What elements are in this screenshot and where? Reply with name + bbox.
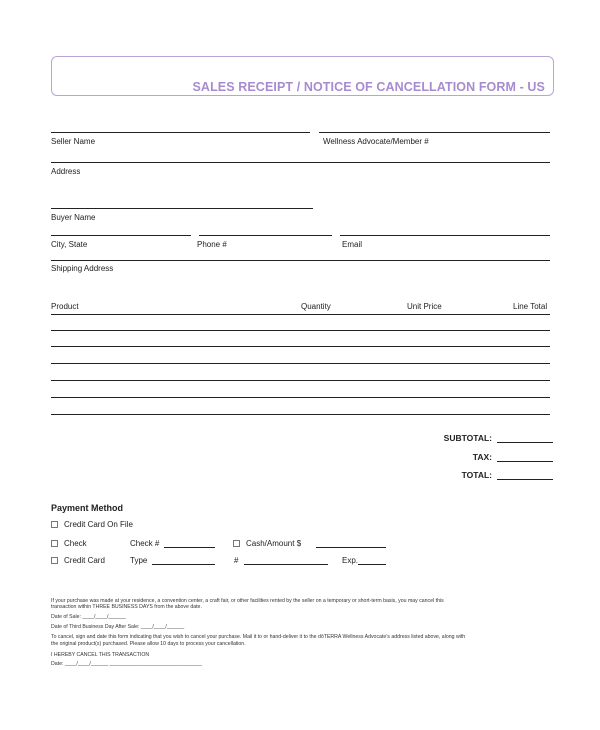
address-line[interactable]: [51, 162, 550, 163]
date-signature-line[interactable]: Date: ____/____/______ ________________________________: [51, 661, 202, 667]
date-of-sale: Date of Sale: ____/____/______: [51, 614, 126, 620]
check-number-label: Check #: [130, 539, 160, 548]
card-type-line[interactable]: [152, 564, 215, 565]
subtotal-line[interactable]: [497, 442, 553, 443]
credit-card-checkbox[interactable]: [51, 557, 58, 564]
card-number-line[interactable]: [244, 564, 328, 565]
cash-amount-line[interactable]: [316, 547, 386, 548]
address-label: Address: [51, 167, 81, 176]
wellness-advocate-line[interactable]: [319, 132, 550, 133]
payment-method-title: Payment Method: [51, 503, 124, 513]
credit-card-on-file-checkbox[interactable]: [51, 521, 58, 528]
date-third-business-day: Date of Third Business Day After Sale: ____/____/______: [51, 624, 185, 630]
notice-text-line-2: transaction within THREE BUSINESS DAYS from the above date.: [51, 604, 202, 610]
tax-line[interactable]: [497, 461, 553, 462]
quantity-header: Quantity: [301, 302, 331, 311]
check-checkbox[interactable]: [51, 540, 58, 547]
email-line[interactable]: [340, 235, 550, 236]
credit-card-label: Credit Card: [64, 556, 105, 565]
seller-name-label: Seller Name: [51, 137, 96, 146]
line-total-header: Line Total: [513, 302, 548, 311]
check-label: Check: [64, 539, 87, 548]
unit-price-header: Unit Price: [407, 302, 442, 311]
subtotal-label: SUBTOTAL:: [443, 433, 492, 443]
city-state-line[interactable]: [51, 235, 191, 236]
cancel-statement: I HEREBY CANCEL THIS TRANSACTION: [51, 652, 150, 658]
notice-text-line-1: If your purchase was made at your residence, a convention center, a craft fair, or other facilities rented by the seller on a temporary or short-term basis, you may cancel this: [51, 598, 444, 604]
cash-amount-label: Cash/Amount $: [246, 539, 302, 548]
check-number-line[interactable]: [164, 547, 215, 548]
email-label: Email: [342, 240, 363, 249]
tax-label: TAX:: [472, 452, 492, 462]
wellness-advocate-label: Wellness Advocate/Member #: [323, 137, 429, 146]
notice-text-line-4: the original product(s) purchased. Please allow 10 days to process your cancellation.: [51, 641, 246, 647]
notice-text-line-3: To cancel, sign and date this form indicating that you wish to cancel your purchase. Mail it to or hand-deliver it to the dōTERRA Wellness Advocate’s address listed above, along with: [51, 634, 466, 640]
total-line[interactable]: [497, 479, 553, 480]
product-header: Product: [51, 302, 79, 311]
form-title-box: [51, 56, 554, 96]
product-row-line[interactable]: [51, 363, 550, 364]
phone-label: Phone #: [197, 240, 227, 249]
card-number-label: #: [234, 556, 239, 565]
shipping-address-label: Shipping Address: [51, 264, 114, 273]
expiration-label: Exp.: [342, 556, 359, 565]
card-type-label: Type: [130, 556, 148, 565]
product-row-line[interactable]: [51, 380, 550, 381]
cash-checkbox[interactable]: [233, 540, 240, 547]
product-row-line[interactable]: [51, 414, 550, 415]
expiration-line[interactable]: [358, 564, 386, 565]
shipping-address-line[interactable]: [51, 260, 550, 261]
phone-line[interactable]: [199, 235, 332, 236]
city-state-label: City, State: [51, 240, 88, 249]
product-row-line[interactable]: [51, 397, 550, 398]
product-row-line[interactable]: [51, 314, 550, 315]
product-row-line[interactable]: [51, 346, 550, 347]
product-row-line[interactable]: [51, 330, 550, 331]
buyer-name-label: Buyer Name: [51, 213, 96, 222]
credit-card-on-file-label: Credit Card On File: [64, 520, 133, 529]
form-title: SALES RECEIPT / NOTICE OF CANCELLATION FORM - US: [192, 80, 545, 94]
buyer-name-line[interactable]: [51, 208, 313, 209]
total-label: TOTAL:: [461, 470, 492, 480]
seller-name-line[interactable]: [51, 132, 310, 133]
